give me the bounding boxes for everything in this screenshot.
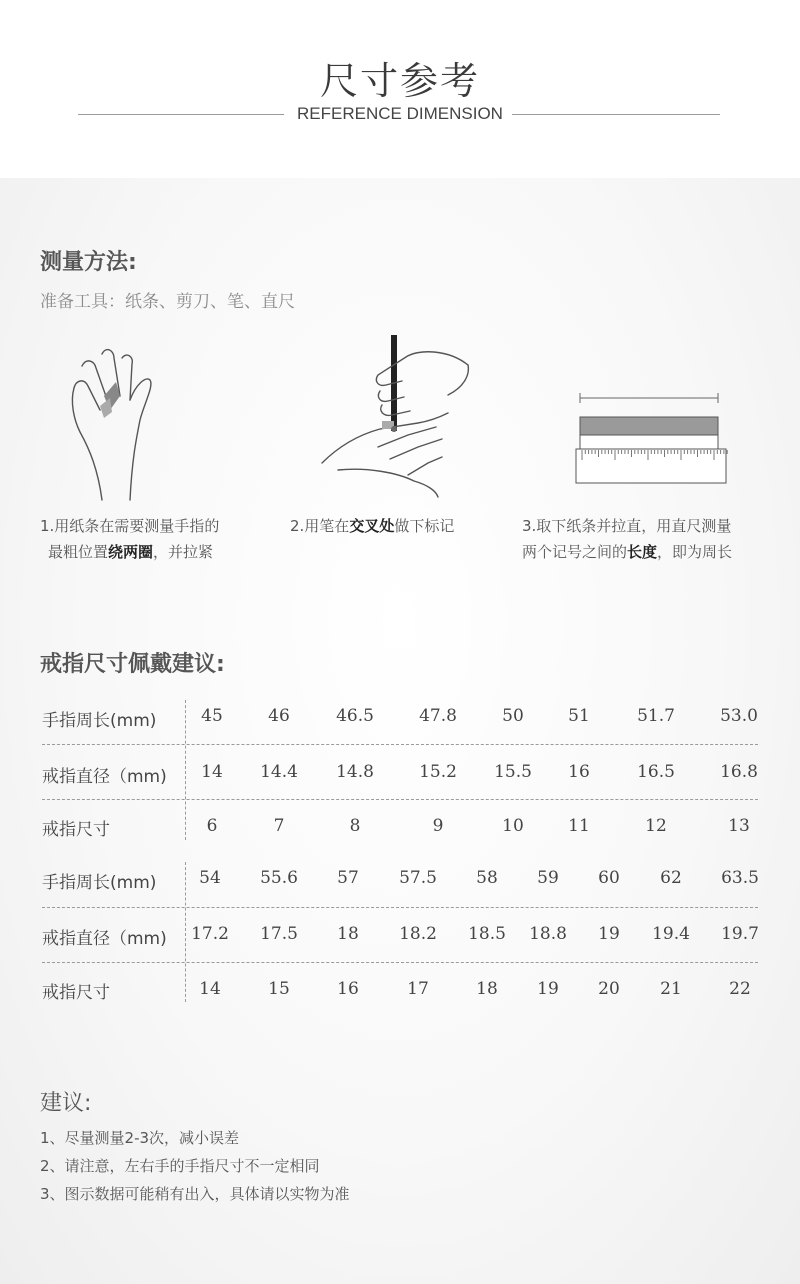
advice-heading: 建议: (40, 1091, 92, 1116)
circumference-cell: 57 (337, 868, 359, 888)
page-title: 尺寸参考 (319, 59, 480, 103)
step-1-line-1: 1.用纸条在需要测量手指的 (40, 517, 220, 535)
circumference-cell: 46.5 (336, 706, 374, 726)
table2-divider-2 (42, 962, 758, 963)
step-1-line-2 (40, 539, 219, 565)
circumference-cell: 50 (502, 706, 524, 726)
tools-text: 准备工具：纸条、剪刀、笔、直尺 (40, 292, 295, 312)
diameter-cell: 14 (201, 762, 223, 782)
row-label-circumference: 手指周长(mm) (42, 711, 157, 731)
diameter-cell: 18.8 (529, 924, 567, 944)
row-label-diameter: 戒指直径（mm) (42, 767, 167, 787)
step-3-text-end: ，即为周长 (657, 543, 733, 561)
step-3 (522, 513, 732, 565)
ring-size-cell: 16 (337, 979, 359, 999)
circumference-cell: 62 (660, 868, 682, 888)
method-heading: 测量方法: (40, 250, 137, 275)
diameter-cell: 19.4 (652, 924, 690, 944)
ring-size-cell: 9 (432, 816, 444, 836)
diameter-cell: 17.5 (260, 924, 298, 944)
ring-size-cell: 20 (598, 979, 620, 999)
diameter-cell: 16.5 (637, 762, 675, 782)
step-2 (290, 513, 454, 539)
circumference-cell: 59 (537, 868, 559, 888)
circumference-cell: 53.0 (720, 706, 758, 726)
circumference-cell: 58 (476, 868, 498, 888)
step-3-emphasis: 长度 (627, 543, 658, 561)
header (0, 0, 800, 178)
circumference-cell: 54 (199, 868, 221, 888)
ring-size-cell: 15 (268, 979, 290, 999)
hand-wrap-illustration (60, 340, 170, 505)
step-1-text-end: ，并拉紧 (153, 543, 214, 561)
ring-size-cell: 7 (273, 816, 285, 836)
step-1 (40, 513, 219, 565)
circumference-cell: 51 (568, 706, 590, 726)
ruler-illustration (572, 390, 732, 490)
row-label-circumference-2: 手指周长(mm) (42, 873, 157, 893)
page-subtitle: REFERENCE DIMENSION (297, 104, 503, 123)
diameter-cell: 16 (568, 762, 590, 782)
pen-mark-illustration (318, 335, 478, 500)
ring-size-cell: 22 (729, 979, 751, 999)
ring-size-cell: 11 (568, 816, 590, 836)
diameter-cell: 15.5 (494, 762, 532, 782)
diameter-cell: 14.8 (336, 762, 374, 782)
advice-item-2: 2、请注意，左右手的手指尺寸不一定相同 (40, 1157, 320, 1175)
row-label-size: 戒指尺寸 (42, 820, 110, 840)
step-1-text: 最粗位置 (48, 543, 109, 561)
ring-size-cell: 17 (407, 979, 429, 999)
diameter-cell: 17.2 (191, 924, 229, 944)
ring-size-cell: 14 (199, 979, 221, 999)
circumference-cell: 55.6 (260, 868, 298, 888)
table1-divider-1 (42, 744, 758, 745)
diameter-cell: 18.5 (468, 924, 506, 944)
diameter-cell: 19 (598, 924, 620, 944)
circumference-cell: 46 (268, 706, 290, 726)
ring-size-cell: 19 (537, 979, 559, 999)
step-3-text: 两个记号之间的 (522, 543, 628, 561)
circumference-cell: 45 (201, 706, 223, 726)
circumference-cell: 47.8 (419, 706, 457, 726)
circumference-cell: 57.5 (399, 868, 437, 888)
diameter-cell: 18.2 (399, 924, 437, 944)
diameter-cell: 15.2 (419, 762, 457, 782)
table1-divider-2 (42, 799, 758, 800)
diameter-cell: 14.4 (260, 762, 298, 782)
step-1-emphasis: 绕两圈 (108, 543, 154, 561)
advice-item-1: 1、尽量测量2-3次，减小误差 (40, 1129, 240, 1147)
row-label-diameter-2: 戒指直径（mm) (42, 929, 167, 949)
divider-right (512, 114, 720, 115)
ring-size-cell: 18 (476, 979, 498, 999)
circumference-cell: 51.7 (637, 706, 675, 726)
step-3-line-1: 3.取下纸条并拉直，用直尺测量 (522, 517, 732, 535)
row-label-size-2: 戒指尺寸 (42, 983, 110, 1003)
step-3-line-2 (522, 539, 732, 565)
ring-size-cell: 6 (206, 816, 218, 836)
ring-size-cell: 21 (660, 979, 682, 999)
step-2-text-end: 做下标记 (394, 517, 455, 535)
advice-item-3: 3、图示数据可能稍有出入，具体请以实物为准 (40, 1185, 350, 1203)
diameter-cell: 19.7 (721, 924, 759, 944)
sizes-heading: 戒指尺寸佩戴建议: (40, 652, 225, 677)
step-2-line-1 (290, 513, 454, 539)
table1-column-divider (185, 700, 186, 840)
circumference-cell: 60 (598, 868, 620, 888)
diameter-cell: 16.8 (720, 762, 758, 782)
ring-size-cell: 12 (645, 816, 667, 836)
step-2-emphasis: 交叉处 (349, 517, 395, 535)
diameter-cell: 18 (337, 924, 359, 944)
ring-size-cell: 8 (349, 816, 361, 836)
table2-divider-1 (42, 907, 758, 908)
step-2-text: 2.用笔在 (290, 517, 350, 535)
ring-size-cell: 13 (728, 816, 750, 836)
circumference-cell: 63.5 (721, 868, 759, 888)
ring-size-cell: 10 (502, 816, 524, 836)
